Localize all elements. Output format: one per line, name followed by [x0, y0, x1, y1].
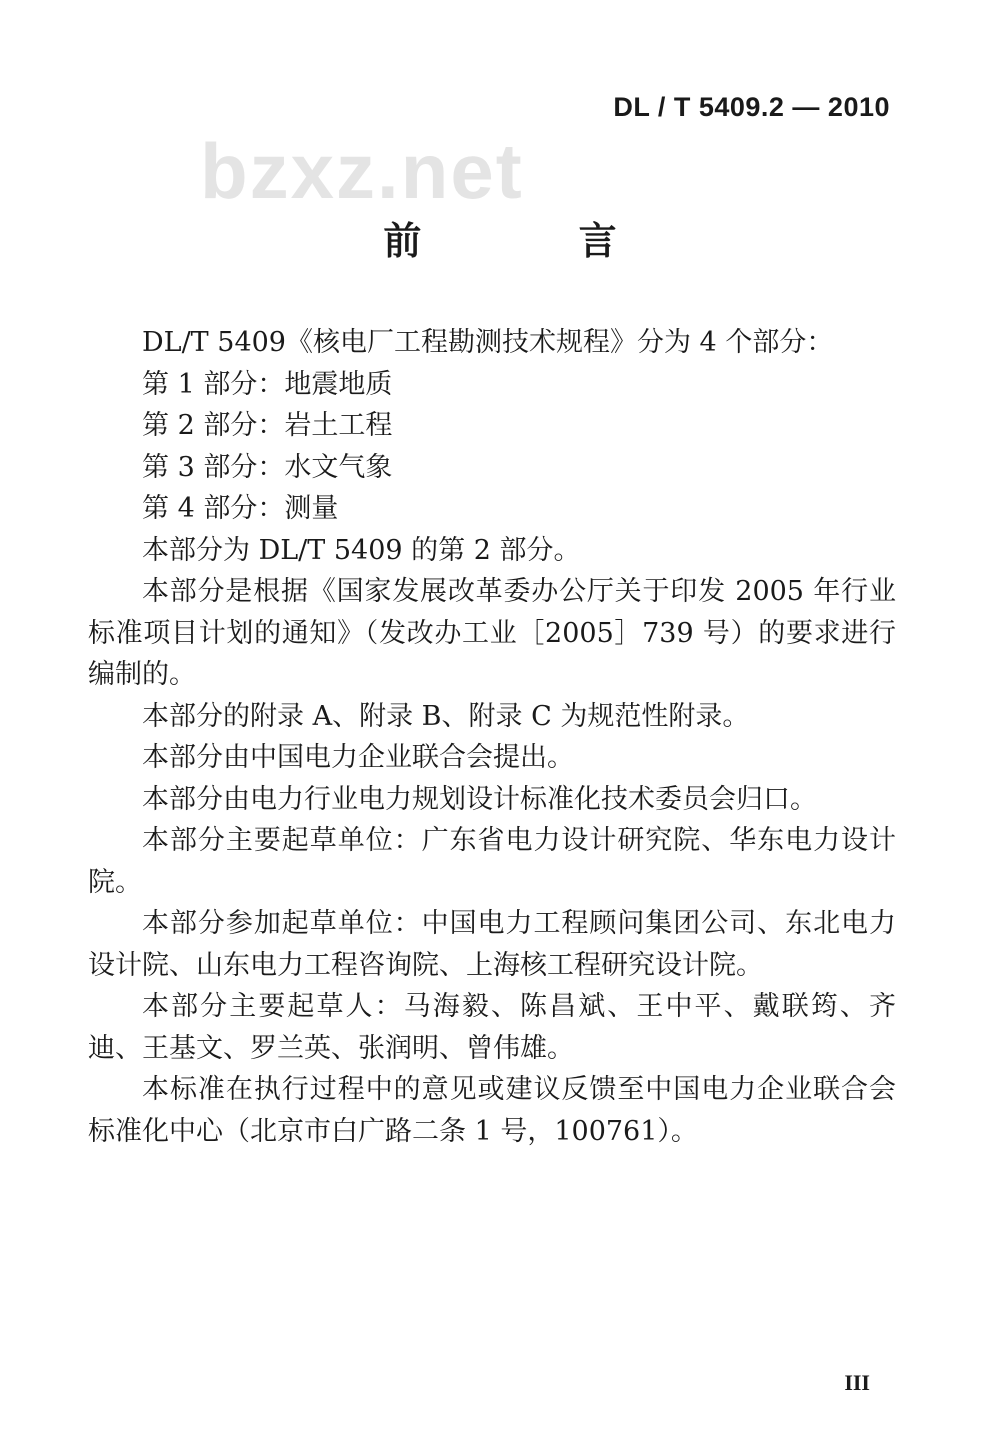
paragraph-this-part: 本部分为 DL/T 5409 的第 2 部分。	[142, 534, 581, 566]
standard-code: DL / T 5409.2 — 2010	[613, 92, 890, 122]
watermark: bzxz.net	[200, 127, 524, 215]
paragraph-part-1: 第 1 部分：地震地质	[142, 368, 393, 400]
paragraph-main-drafters: 本部分主要起草人：马海毅、陈昌斌、王中平、戴联筠、齐迪、王基文、罗兰英、张润明、曾伟雄。	[88, 991, 896, 1064]
paragraph-part-4: 第 4 部分：测量	[142, 493, 339, 524]
paragraph-intro: DL/T 5409《核电厂工程勘测技术规程》分为 4 个部分：	[142, 327, 834, 358]
page-title: 前 言	[383, 219, 689, 263]
paragraph-proposer: 本部分由中国电力企业联合会提出。	[142, 742, 574, 773]
page-number: III	[844, 1370, 870, 1395]
paragraph-part-2: 第 2 部分：岩土工程	[142, 410, 393, 441]
paragraph-feedback: 本标准在执行过程中的意见或建议反馈至中国电力企业联合会标准化中心（北京市白广路二条 1 号，100761）。	[88, 1074, 896, 1147]
paragraph-administrator: 本部分由电力行业电力规划设计标准化技术委员会归口。	[142, 783, 817, 815]
paragraph-appendices: 本部分的附录 A、附录 B、附录 C 为规范性附录。	[142, 700, 750, 732]
paragraph-part-3: 第 3 部分：水文气象	[142, 451, 393, 483]
paragraph-basis: 本部分是根据《国家发展改革委办公厅关于印发 2005 年行业标准项目计划的通知》（发改办工业［2005］739 号）的要求进行编制的。	[88, 576, 896, 690]
paragraph-participating-units: 本部分参加起草单位：中国电力工程顾问集团公司、东北电力设计院、山东电力工程咨询院、上海核工程研究设计院。	[88, 908, 896, 981]
paragraph-main-drafters-units: 本部分主要起草单位：广东省电力设计研究院、华东电力设计院。	[88, 825, 896, 898]
body-text	[88, 322, 896, 1152]
